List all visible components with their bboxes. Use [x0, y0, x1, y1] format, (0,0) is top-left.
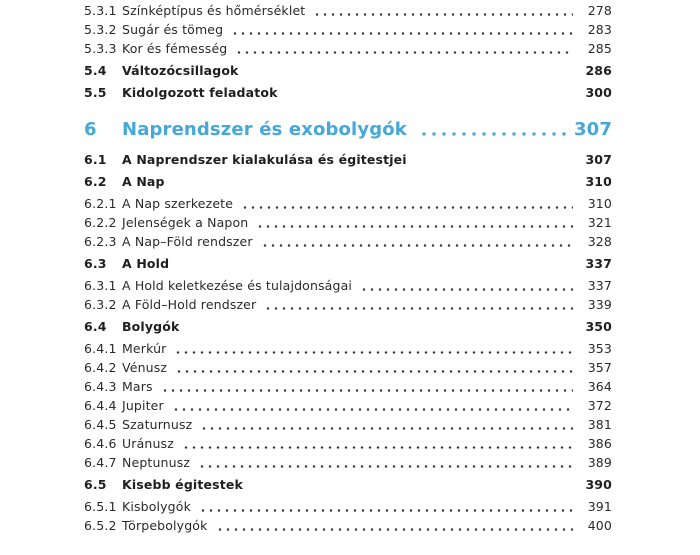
- toc-row-6.2.3: [84, 232, 612, 251]
- toc-entry-number: 6.3.1: [84, 278, 117, 293]
- toc-entry-number: 6.4.6: [84, 436, 117, 451]
- toc-row-5.3.3: [84, 39, 612, 58]
- toc-row-5.4: [84, 61, 612, 80]
- toc-row-6.4.6: [84, 434, 612, 453]
- toc-row-5.3.2: [84, 20, 612, 39]
- toc-entry-title: Kor és fémesség: [122, 41, 228, 56]
- toc-entry-page: 307: [585, 152, 612, 167]
- toc-entry-page: 381: [587, 417, 612, 432]
- toc-entry-page: 337: [587, 278, 612, 293]
- toc-entry-title: Törpebolygók: [122, 518, 208, 533]
- toc-row-6.4.5: [84, 415, 612, 434]
- toc-row-6.4.2: [84, 358, 612, 377]
- toc-entry-number: 6.2.1: [84, 196, 117, 211]
- dot-leader: [208, 516, 579, 535]
- toc-entry-number: 6.5.1: [84, 499, 117, 514]
- dot-leader: [190, 453, 578, 472]
- toc-entry-page: 350: [585, 319, 612, 334]
- toc-row-6.4: [84, 317, 612, 336]
- toc-entry-title: Színképtípus és hőmérséklet: [122, 3, 306, 18]
- toc-entry-number: 5.3.3: [84, 41, 117, 56]
- dot-leader: [167, 358, 578, 377]
- toc-entry-page: 310: [585, 174, 612, 189]
- toc-entry-title: Szaturnusz: [122, 417, 193, 432]
- dot-leader: [174, 434, 578, 453]
- dot-leader: [166, 339, 578, 358]
- toc-row-6.4.3: [84, 377, 612, 396]
- toc-entry-title: Bolygók: [122, 319, 180, 334]
- dot-leader: [223, 20, 578, 39]
- toc-entry-number: 6.3.2: [84, 297, 117, 312]
- dot-leader: [248, 213, 578, 232]
- toc-entry-title: Változócsillagok: [122, 63, 239, 78]
- leader-spacer: [407, 150, 578, 169]
- toc-row-6.4.7: [84, 453, 612, 472]
- toc-entry-title: Merkúr: [122, 341, 167, 356]
- toc-entry-page: 357: [587, 360, 612, 375]
- toc-row-6.2.1: [84, 194, 612, 213]
- toc-row-6.2: [84, 172, 612, 191]
- toc-entry-page: 391: [587, 499, 612, 514]
- leader-spacer: [179, 317, 578, 336]
- toc-entry-number: 5.5: [84, 85, 107, 100]
- dot-leader: [164, 396, 578, 415]
- dot-leader: [256, 295, 578, 314]
- toc-entry-page: 400: [587, 518, 612, 533]
- toc-entry-number: 6.4: [84, 319, 107, 334]
- toc-entry-number: 6.4.3: [84, 379, 117, 394]
- toc-row-5.5: [84, 83, 612, 102]
- leader-spacer: [278, 83, 578, 102]
- toc-row-6.4.1: [84, 339, 612, 358]
- toc-entry-page: 364: [587, 379, 612, 394]
- dot-leader: [192, 415, 578, 434]
- toc-entry-page: 307: [573, 119, 612, 140]
- toc-entry-title: Sugár és tömeg: [122, 22, 224, 37]
- toc-entry-title: A Naprendszer kialakulása és égitestjei: [122, 152, 407, 167]
- toc-entry-page: 285: [587, 41, 612, 56]
- toc-row-6.5: [84, 475, 612, 494]
- toc-entry-page: 286: [585, 63, 612, 78]
- toc-entry-number: 6.2.3: [84, 234, 117, 249]
- toc-entry-page: 386: [587, 436, 612, 451]
- toc-entry-title: Naprendszer és exobolygók: [122, 119, 407, 140]
- toc-row-6.5.2: [84, 516, 612, 535]
- toc-entry-page: 328: [587, 234, 612, 249]
- toc-row-6.2.2: [84, 213, 612, 232]
- toc-row-6.3: [84, 254, 612, 273]
- toc-entry-number: 6.2: [84, 174, 107, 189]
- dot-leader: [153, 377, 578, 396]
- dot-leader: [253, 232, 578, 251]
- toc-row-6.1: [84, 150, 612, 169]
- toc-entry-page: 321: [587, 215, 612, 230]
- toc-entry-number: 5.3.2: [84, 22, 117, 37]
- toc-row-6: [84, 117, 612, 143]
- toc-row-6.3.2: [84, 295, 612, 314]
- toc-entry-title: Mars: [122, 379, 153, 394]
- dot-leader: [305, 1, 578, 20]
- toc-entry-page: 278: [587, 3, 612, 18]
- toc-entry-title: A Nap: [122, 174, 165, 189]
- toc-row-6.5.1: [84, 497, 612, 516]
- toc-entry-page: 310: [587, 196, 612, 211]
- dot-leader: [227, 39, 578, 58]
- toc-entry-title: Uránusz: [122, 436, 174, 451]
- toc-entry-page: 339: [587, 297, 612, 312]
- dot-leader: [233, 194, 578, 213]
- dot-leader: [352, 276, 578, 295]
- toc-entry-number: 6.5: [84, 477, 107, 492]
- dot-leader: [407, 117, 574, 143]
- leader-spacer: [169, 254, 578, 273]
- toc-row-6.3.1: [84, 276, 612, 295]
- toc-entry-title: A Föld–Hold rendszer: [122, 297, 257, 312]
- toc-entry-title: Vénusz: [122, 360, 168, 375]
- toc-entry-number: 5.3.1: [84, 3, 117, 18]
- leader-spacer: [243, 475, 578, 494]
- toc-entry-title: Jelenségek a Napon: [122, 215, 249, 230]
- dot-leader: [191, 497, 578, 516]
- toc-entry-number: 5.4: [84, 63, 107, 78]
- toc-entry-page: 283: [587, 22, 612, 37]
- toc-entry-number: 6: [84, 119, 97, 140]
- toc-entry-title: Kidolgozott feladatok: [122, 85, 278, 100]
- toc-entry-title: A Hold keletkezése és tulajdonságai: [122, 278, 353, 293]
- toc-entry-page: 353: [587, 341, 612, 356]
- toc-entry-title: A Nap szerkezete: [122, 196, 234, 211]
- toc-entry-number: 6.4.5: [84, 417, 117, 432]
- toc-entry-title: A Nap–Föld rendszer: [122, 234, 253, 249]
- toc-row-6.4.4: [84, 396, 612, 415]
- toc-entry-title: Jupiter: [122, 398, 164, 413]
- toc-entry-page: 390: [585, 477, 612, 492]
- toc-row-5.3.1: [84, 1, 612, 20]
- toc-entry-number: 6.4.1: [84, 341, 117, 356]
- leader-spacer: [165, 172, 578, 191]
- toc-entry-title: Kisebb égitestek: [122, 477, 243, 492]
- toc-entry-number: 6.4.7: [84, 455, 117, 470]
- toc-entry-title: Kisbolygók: [122, 499, 191, 514]
- toc-entry-number: 6.2.2: [84, 215, 117, 230]
- toc-entry-title: A Hold: [122, 256, 170, 271]
- toc-list: [84, 1, 612, 535]
- toc-entry-number: 6.1: [84, 152, 107, 167]
- toc-entry-number: 6.4.4: [84, 398, 117, 413]
- toc-entry-page: 372: [587, 398, 612, 413]
- toc-entry-page: 389: [587, 455, 612, 470]
- toc-entry-number: 6.5.2: [84, 518, 117, 533]
- toc-entry-page: 337: [585, 256, 612, 271]
- toc-entry-title: Neptunusz: [122, 455, 191, 470]
- toc-entry-number: 6.4.2: [84, 360, 117, 375]
- toc-entry-page: 300: [585, 85, 612, 100]
- leader-spacer: [239, 61, 578, 80]
- toc-entry-number: 6.3: [84, 256, 107, 271]
